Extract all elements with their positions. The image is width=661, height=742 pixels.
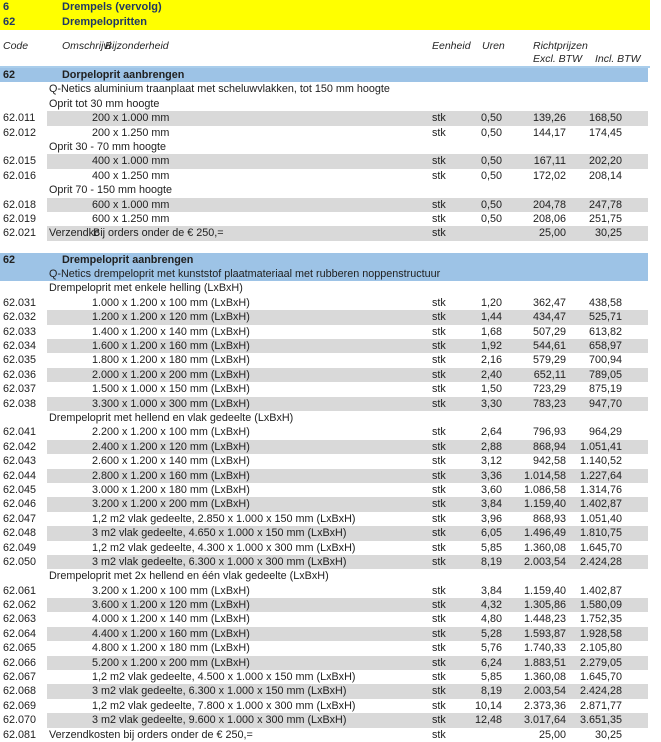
section-note: Q-Netics drempeloprit met kunststof plaatmateriaal met rubberen noppenstructuur <box>49 268 441 281</box>
item-price-excl: 2.003,54 <box>523 555 566 568</box>
item-price-incl: 1.645,70 <box>579 671 622 684</box>
item-row <box>0 627 661 641</box>
item-eenheid: stk <box>432 340 446 353</box>
item-price-excl: 1.448,23 <box>523 613 566 626</box>
col-eenheid: Eenheid <box>432 40 471 52</box>
item-desc: 1,2 m2 vlak gedeelte, 7.800 x 1.000 x 300 mm (LxBxH) <box>92 699 356 712</box>
item-code: 62 <box>3 69 16 81</box>
item-eenheid: stk <box>432 198 446 211</box>
item-price-incl: 1.928,58 <box>579 627 622 640</box>
item-desc: 1.400 x 1.200 x 140 mm (LxBxH) <box>92 325 250 338</box>
col-code: Code <box>3 40 29 52</box>
section-row <box>0 68 661 82</box>
group-heading: Oprit 30 - 70 mm hoogte <box>49 140 167 153</box>
col-uren: Uren <box>482 40 505 52</box>
item-code: 62.062 <box>3 599 37 612</box>
item-eenheid: stk <box>432 613 446 626</box>
item-price-excl: 868,93 <box>532 512 566 525</box>
item-price-incl: 2.279,05 <box>579 656 622 669</box>
item-row <box>0 339 661 353</box>
item-eenheid: stk <box>432 311 446 324</box>
item-uren: 3,12 <box>480 455 502 468</box>
item-price-excl: 868,94 <box>532 440 566 453</box>
item-desc: 400 x 1.000 mm <box>92 155 170 168</box>
item-eenheid: stk <box>432 728 446 741</box>
item-desc: 3.600 x 1.200 x 120 mm (LxBxH) <box>92 599 250 612</box>
item-desc: Bij orders onder de € 250,= <box>93 227 224 240</box>
item-price-incl: 658,97 <box>588 340 622 353</box>
item-code: 62.068 <box>3 685 37 698</box>
item-price-excl: 434,47 <box>532 311 566 324</box>
item-eenheid: stk <box>432 714 446 727</box>
item-uren: 5,85 <box>480 541 502 554</box>
section-code: 62 <box>3 16 16 28</box>
item-desc: 2.600 x 1.200 x 140 mm (LxBxH) <box>92 455 250 468</box>
item-row <box>0 483 661 497</box>
section-row <box>0 253 661 267</box>
group-row <box>0 281 661 295</box>
section-heading: Dorpeloprit aanbrengen <box>62 69 185 81</box>
item-price-incl: 1.810,75 <box>579 527 622 540</box>
item-code: 62.043 <box>3 455 37 468</box>
item-eenheid: stk <box>432 699 446 712</box>
item-code: 62.050 <box>3 555 37 568</box>
item-code: 62.063 <box>3 613 37 626</box>
col-omschrijving: Omschrijvi <box>62 40 111 52</box>
item-row <box>0 325 661 339</box>
item-desc: 600 x 1.250 mm <box>92 212 170 225</box>
item-eenheid: stk <box>432 112 446 125</box>
item-row <box>0 169 661 183</box>
item-row <box>0 226 661 240</box>
item-price-excl: 1.014,58 <box>523 469 566 482</box>
item-desc: 3.000 x 1.200 x 180 mm (LxBxH) <box>92 483 250 496</box>
item-price-excl: 1.360,08 <box>523 671 566 684</box>
item-code: 62.081 <box>3 728 37 741</box>
item-price-incl: 438,58 <box>588 296 622 309</box>
item-price-excl: 204,78 <box>532 198 566 211</box>
item-desc: 1,2 m2 vlak gedeelte, 2.850 x 1.000 x 150 mm (LxBxH) <box>92 512 356 525</box>
item-eenheid: stk <box>432 512 446 525</box>
item-price-incl: 1.645,70 <box>579 541 622 554</box>
item-row <box>0 469 661 483</box>
item-price-excl: 144,17 <box>532 126 566 139</box>
col-excl-btw: Excl. BTW <box>533 53 582 65</box>
group-heading: Oprit 70 - 150 mm hoogte <box>49 184 173 197</box>
item-row <box>0 641 661 655</box>
item-price-excl: 3.017,64 <box>523 714 566 727</box>
item-eenheid: stk <box>432 368 446 381</box>
section-note: Q-Netics aluminium traanplaat met scheluwvlakken, tot 150 mm hoogte <box>49 83 390 96</box>
item-eenheid: stk <box>432 383 446 396</box>
item-price-incl: 1.051,41 <box>579 440 622 453</box>
item-eenheid: stk <box>432 155 446 168</box>
item-row <box>0 198 661 212</box>
item-row <box>0 126 661 140</box>
item-uren: 2,64 <box>480 426 502 439</box>
item-eenheid: stk <box>432 354 446 367</box>
item-desc: 3 m2 vlak gedeelte, 9.600 x 1.000 x 300 mm (LxBxH) <box>92 714 347 727</box>
item-price-incl: 202,20 <box>588 155 622 168</box>
item-desc: 3 m2 vlak gedeelte, 6.300 x 1.000 x 150 mm (LxBxH) <box>92 685 347 698</box>
item-desc: 1.800 x 1.200 x 180 mm (LxBxH) <box>92 354 250 367</box>
item-eenheid: stk <box>432 469 446 482</box>
group-heading: Drempeloprit met hellend en vlak gedeelte (LxBxH) <box>49 411 294 424</box>
item-price-excl: 172,02 <box>532 169 566 182</box>
item-code: 62.032 <box>3 311 37 324</box>
item-desc: 200 x 1.250 mm <box>92 126 170 139</box>
item-price-excl: 579,29 <box>532 354 566 367</box>
group-row <box>0 411 661 425</box>
item-price-incl: 1.051,40 <box>579 512 622 525</box>
item-eenheid: stk <box>432 671 446 684</box>
item-price-excl: 1.159,40 <box>523 584 566 597</box>
item-eenheid: stk <box>432 555 446 568</box>
item-eenheid: stk <box>432 627 446 640</box>
item-uren: 4,32 <box>480 599 502 612</box>
item-uren: 5,85 <box>480 671 502 684</box>
item-desc: 600 x 1.000 mm <box>92 198 170 211</box>
item-row <box>0 440 661 454</box>
item-code: 62.065 <box>3 642 37 655</box>
item-desc: 5.200 x 1.200 x 200 mm (LxBxH) <box>92 656 250 669</box>
item-price-incl: 1.227,64 <box>579 469 622 482</box>
item-code: 62.012 <box>3 126 37 139</box>
item-row <box>0 541 661 555</box>
item-row <box>0 598 661 612</box>
item-price-incl: 789,05 <box>588 368 622 381</box>
item-desc: 3 m2 vlak gedeelte, 6.300 x 1.000 x 300 mm (LxBxH) <box>92 555 347 568</box>
item-uren: 4,80 <box>480 613 502 626</box>
item-uren: 3,96 <box>480 512 502 525</box>
item-uren: 3,30 <box>480 397 502 410</box>
item-code: 62.066 <box>3 656 37 669</box>
item-desc: 1.200 x 1.200 x 120 mm (LxBxH) <box>92 311 250 324</box>
item-desc: 4.800 x 1.200 x 180 mm (LxBxH) <box>92 642 250 655</box>
item-eenheid: stk <box>432 527 446 540</box>
item-desc: 3.300 x 1.000 x 300 mm (LxBxH) <box>92 397 250 410</box>
item-code: 62.048 <box>3 527 37 540</box>
item-code: 62.067 <box>3 671 37 684</box>
item-code: 62.015 <box>3 155 37 168</box>
item-eenheid: stk <box>432 656 446 669</box>
item-price-excl: 942,58 <box>532 455 566 468</box>
item-desc: 200 x 1.000 mm <box>92 112 170 125</box>
item-eenheid: stk <box>432 227 446 240</box>
item-price-incl: 1.314,76 <box>579 483 622 496</box>
item-desc: 4.000 x 1.200 x 140 mm (LxBxH) <box>92 613 250 626</box>
item-eenheid: stk <box>432 296 446 309</box>
item-price-incl: 700,94 <box>588 354 622 367</box>
item-price-incl: 964,29 <box>588 426 622 439</box>
item-eenheid: stk <box>432 599 446 612</box>
item-code: 62.041 <box>3 426 37 439</box>
item-desc: 2.000 x 1.200 x 200 mm (LxBxH) <box>92 368 250 381</box>
item-code: 62.047 <box>3 512 37 525</box>
group-heading: Oprit tot 30 mm hoogte <box>49 97 160 110</box>
item-price-incl: 247,78 <box>588 198 622 211</box>
col-incl-btw: Incl. BTW <box>595 53 641 65</box>
group-row <box>0 183 661 197</box>
item-desc: 3.200 x 1.200 x 200 mm (LxBxH) <box>92 498 250 511</box>
item-price-excl: 1.159,40 <box>523 498 566 511</box>
col-bijzonderheid: Bijzonderheid <box>105 40 169 52</box>
item-price-excl: 25,00 <box>538 728 566 741</box>
item-desc: 1,2 m2 vlak gedeelte, 4.300 x 1.000 x 300 mm (LxBxH) <box>92 541 356 554</box>
item-code: 62.031 <box>3 296 37 309</box>
item-uren: 2,40 <box>480 368 502 381</box>
item-uren: 1,44 <box>480 311 502 324</box>
item-eenheid: stk <box>432 212 446 225</box>
item-code: 62.069 <box>3 699 37 712</box>
item-price-excl: 25,00 <box>538 227 566 240</box>
chapter-code: 6 <box>3 1 10 13</box>
item-price-excl: 783,23 <box>532 397 566 410</box>
item-code: 62.045 <box>3 483 37 496</box>
item-eenheid: stk <box>432 397 446 410</box>
group-heading: Drempeloprit met enkele helling (LxBxH) <box>49 282 243 295</box>
section-heading: Drempeloprit aanbrengen <box>62 253 194 266</box>
group-row <box>0 569 661 583</box>
item-price-incl: 2.424,28 <box>579 685 622 698</box>
item-uren: 3,60 <box>480 483 502 496</box>
item-uren: 0,50 <box>480 212 502 225</box>
price-table <box>0 68 661 742</box>
item-desc: 2.400 x 1.200 x 120 mm (LxBxH) <box>92 440 250 453</box>
item-row <box>0 310 661 324</box>
item-row <box>0 296 661 310</box>
item-eenheid: stk <box>432 584 446 597</box>
table-header <box>0 40 661 66</box>
item-price-incl: 947,70 <box>588 397 622 410</box>
item-row <box>0 512 661 526</box>
item-price-excl: 1.740,33 <box>523 642 566 655</box>
item-desc: 2.200 x 1.200 x 100 mm (LxBxH) <box>92 426 250 439</box>
item-price-excl: 652,11 <box>533 368 566 381</box>
item-price-excl: 1.086,58 <box>523 483 566 496</box>
item-row <box>0 111 661 125</box>
secnote-row <box>0 267 661 281</box>
item-row <box>0 656 661 670</box>
item-row <box>0 212 661 226</box>
item-row <box>0 368 661 382</box>
col-richtprijzen: Richtprijzen <box>533 40 588 52</box>
item-row <box>0 612 661 626</box>
item-price-incl: 1.580,09 <box>579 599 622 612</box>
item-price-incl: 1.140,52 <box>579 455 622 468</box>
item-eenheid: stk <box>432 541 446 554</box>
item-eenheid: stk <box>432 685 446 698</box>
banner-row-chapter <box>0 0 650 15</box>
item-uren: 0,50 <box>480 112 502 125</box>
item-price-excl: 362,47 <box>532 296 566 309</box>
item-row <box>0 382 661 396</box>
item-code: 62.021 <box>3 227 37 240</box>
item-price-incl: 1.402,87 <box>579 498 622 511</box>
item-row <box>0 684 661 698</box>
item-price-incl: 2.424,28 <box>579 555 622 568</box>
item-uren: 2,16 <box>480 354 502 367</box>
item-row <box>0 154 661 168</box>
item-uren: 3,84 <box>480 498 502 511</box>
item-price-excl: 723,29 <box>532 383 566 396</box>
item-price-incl: 2.105,80 <box>579 642 622 655</box>
item-row <box>0 526 661 540</box>
item-code: 62.038 <box>3 397 37 410</box>
item-uren: 0,50 <box>480 169 502 182</box>
item-code: 62.061 <box>3 584 37 597</box>
item-code: 62.049 <box>3 541 37 554</box>
item-code: 62.044 <box>3 469 37 482</box>
item-row <box>0 670 661 684</box>
item-price-excl: 544,61 <box>532 340 566 353</box>
item-price-incl: 208,14 <box>588 169 622 182</box>
item-code: 62.033 <box>3 325 37 338</box>
item-uren: 5,28 <box>480 627 502 640</box>
item-price-incl: 251,75 <box>588 212 622 225</box>
item-price-incl: 1.752,35 <box>579 613 622 626</box>
item-price-incl: 30,25 <box>594 728 622 741</box>
item-desc: Verzendkosten bij orders onder de € 250,= <box>49 728 253 741</box>
item-price-excl: 796,93 <box>532 426 566 439</box>
item-price-incl: 3.651,35 <box>579 714 622 727</box>
item-eenheid: stk <box>432 498 446 511</box>
item-price-excl: 2.373,36 <box>523 699 566 712</box>
item-uren: 5,76 <box>480 642 502 655</box>
item-eenheid: stk <box>432 642 446 655</box>
item-price-incl: 30,25 <box>594 227 622 240</box>
item-code: 62.037 <box>3 383 37 396</box>
item-row <box>0 699 661 713</box>
item-price-excl: 507,29 <box>532 325 566 338</box>
note-row <box>0 82 661 96</box>
item-code: 62.035 <box>3 354 37 367</box>
item-price-excl: 1.360,08 <box>523 541 566 554</box>
item-uren: 12,48 <box>474 714 502 727</box>
item-eenheid: stk <box>432 169 446 182</box>
spacer-row <box>0 241 661 253</box>
item-eenheid: stk <box>432 126 446 139</box>
item-row <box>0 584 661 598</box>
item-uren: 3,36 <box>480 469 502 482</box>
item-code: 62.034 <box>3 340 37 353</box>
item-uren: 1,92 <box>480 340 502 353</box>
item-desc: 3.200 x 1.200 x 100 mm (LxBxH) <box>92 584 250 597</box>
item-price-excl: 139,26 <box>532 112 566 125</box>
item-uren: 1,50 <box>480 383 502 396</box>
item-desc: 2.800 x 1.200 x 160 mm (LxBxH) <box>92 469 250 482</box>
spacer <box>0 30 661 40</box>
item-price-incl: 168,50 <box>588 112 622 125</box>
item-price-incl: 174,45 <box>588 126 622 139</box>
item-uren: 3,84 <box>480 584 502 597</box>
item-eenheid: stk <box>432 483 446 496</box>
item-row <box>0 713 661 727</box>
item-price-incl: 1.402,87 <box>579 584 622 597</box>
item-eenheid: stk <box>432 440 446 453</box>
item-price-excl: 1.883,51 <box>523 656 566 669</box>
item-code: 62 <box>3 253 16 266</box>
item-code: 62.016 <box>3 169 37 182</box>
item-price-excl: 1.593,87 <box>523 627 566 640</box>
item-eenheid: stk <box>432 325 446 338</box>
item-uren: 0,50 <box>480 198 502 211</box>
item-code: 62.018 <box>3 198 37 211</box>
item-price-incl: 2.871,77 <box>579 699 622 712</box>
item-price-excl: 2.003,54 <box>523 685 566 698</box>
banner-row-section <box>0 15 650 30</box>
item-eenheid: stk <box>432 426 446 439</box>
item-uren: 0,50 <box>480 155 502 168</box>
item-desc-prefix: Verzendkc <box>49 227 100 240</box>
item-uren: 1,68 <box>480 325 502 338</box>
group-row <box>0 97 661 111</box>
item-row <box>0 497 661 511</box>
group-row <box>0 140 661 154</box>
item-row <box>0 397 661 411</box>
item-price-excl: 1.496,49 <box>523 527 566 540</box>
item-code: 62.070 <box>3 714 37 727</box>
item-row <box>0 454 661 468</box>
item-code: 62.036 <box>3 368 37 381</box>
item-uren: 8,19 <box>480 685 502 698</box>
chapter-title: Drempels (vervolg) <box>62 1 162 13</box>
item-price-incl: 613,82 <box>588 325 622 338</box>
item-uren: 1,20 <box>480 296 502 309</box>
item-desc: 1,2 m2 vlak gedeelte, 4.500 x 1.000 x 150 mm (LxBxH) <box>92 671 356 684</box>
item-row <box>0 353 661 367</box>
item-code: 62.042 <box>3 440 37 453</box>
item-desc: 4.400 x 1.200 x 160 mm (LxBxH) <box>92 627 250 640</box>
item-row <box>0 425 661 439</box>
item-desc: 400 x 1.250 mm <box>92 169 170 182</box>
item-uren: 8,19 <box>480 555 502 568</box>
item-uren: 6,24 <box>480 656 502 669</box>
item-price-incl: 525,71 <box>588 311 622 324</box>
section-title: Drempelopritten <box>62 16 147 28</box>
item-code: 62.011 <box>3 112 36 125</box>
item-code: 62.019 <box>3 212 37 225</box>
item-desc: 1.000 x 1.200 x 100 mm (LxBxH) <box>92 296 250 309</box>
item-uren: 6,05 <box>480 527 502 540</box>
item-code: 62.046 <box>3 498 37 511</box>
item-eenheid: stk <box>432 455 446 468</box>
item-price-incl: 875,19 <box>588 383 622 396</box>
item-price-excl: 1.305,86 <box>523 599 566 612</box>
group-heading: Drempeloprit met 2x hellend en één vlak gedeelte (LxBxH) <box>49 570 329 583</box>
item-desc: 1.500 x 1.000 x 150 mm (LxBxH) <box>92 383 250 396</box>
item-row <box>0 555 661 569</box>
item-code: 62.064 <box>3 627 37 640</box>
item-row <box>0 728 661 742</box>
item-uren: 0,50 <box>480 126 502 139</box>
item-desc: 1.600 x 1.200 x 160 mm (LxBxH) <box>92 340 250 353</box>
item-price-excl: 208,06 <box>532 212 566 225</box>
item-uren: 2,88 <box>480 440 502 453</box>
item-desc: 3 m2 vlak gedeelte, 4.650 x 1.000 x 150 mm (LxBxH) <box>92 527 347 540</box>
item-price-excl: 167,11 <box>533 155 566 168</box>
item-uren: 10,14 <box>474 699 502 712</box>
